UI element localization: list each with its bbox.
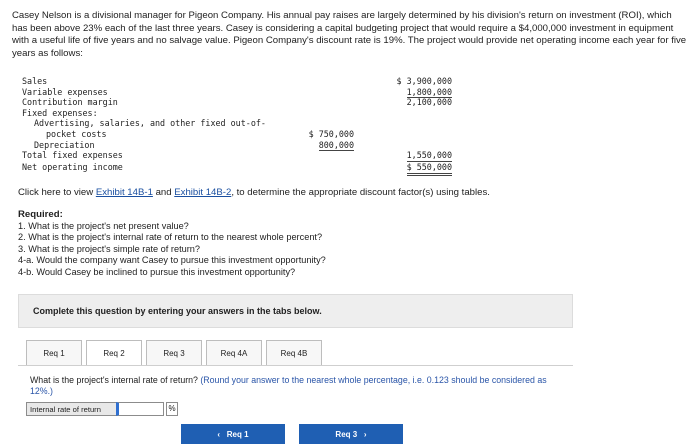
exhibit-14b-1-link[interactable]: Exhibit 14B-1 <box>95 187 153 198</box>
required-item-1: 1. What is the project's net present value? <box>18 221 189 231</box>
percent-unit: % <box>166 402 178 416</box>
irr-input[interactable] <box>116 402 164 416</box>
required-item-4a: 4-a. Would the company want Casey to pursue this investment opportunity? <box>18 255 326 266</box>
contribution-margin-label: Contribution margin <box>22 97 118 108</box>
advertising-label-line1: Advertising, salaries, and other fixed out-of- <box>34 118 266 129</box>
depreciation-label: Depreciation <box>34 139 95 150</box>
variable-expenses-label: Variable expenses <box>22 86 108 97</box>
income-statement <box>22 76 462 176</box>
links-middle: and <box>152 187 175 198</box>
exhibit-links-text <box>18 187 490 198</box>
advertising-label-line2: pocket costs <box>46 129 107 139</box>
question-text <box>30 375 550 397</box>
next-req-button[interactable] <box>299 424 403 444</box>
tab-req-4a[interactable]: Req 4A <box>206 340 262 365</box>
tab-req-2[interactable]: Req 2 <box>86 340 142 365</box>
problem-intro: Casey Nelson is a divisional manager for Pigeon Company. His annual pay raises are largely determined by his division's return on investment (ROI), which has been above 23% each of the last three years. Casey is considering a capital budgeting project that would require a $4,000,000 investment in equipment with a useful life of five years and no salvage value. Pigeon Company's discount rate is 19%. The project would provide net operating income each year for five years as follows: <box>12 10 687 59</box>
total-fixed-expenses-value: 1,550,000 <box>406 150 452 161</box>
next-req-label: Req 3 <box>335 430 358 439</box>
links-suffix: , to determine the appropriate discount factor(s) using tables. <box>231 187 490 198</box>
variable-expenses-value: 1,800,000 <box>406 86 452 97</box>
chevron-left-icon: ‹ <box>217 430 221 439</box>
required-item-4b: 4-b. Would Casey be inclined to pursue this investment opportunity? <box>18 266 296 277</box>
prev-req-label: Req 1 <box>226 430 249 439</box>
prev-req-button[interactable] <box>181 424 285 444</box>
sales-value: $ 3,900,000 <box>396 76 452 86</box>
depreciation-value: 800,000 <box>318 139 354 150</box>
net-operating-income-value: $ 550,000 <box>407 162 452 176</box>
required-list <box>18 221 326 278</box>
fixed-expenses-label: Fixed expenses: <box>22 107 98 118</box>
required-item-3: 3. What is the project's simple rate of return? <box>18 243 201 254</box>
tab-req-1[interactable]: Req 1 <box>26 340 82 365</box>
chevron-right-icon: › <box>363 430 367 439</box>
question-hint: (Round your answer to the nearest whole percentage, i.e. 0.123 should be considered as 12%.) <box>30 375 547 396</box>
instruction-text: Complete this question by entering your answers in the tabs below. <box>33 306 322 316</box>
required-heading: Required: <box>18 209 63 220</box>
instruction-panel <box>18 294 573 328</box>
net-operating-income-label: Net operating income <box>22 162 123 172</box>
required-item-2: 2. What is the project's internal rate of return to the nearest whole percent? <box>18 232 323 243</box>
tab-divider <box>18 365 573 366</box>
tab-req-4b[interactable]: Req 4B <box>266 340 322 365</box>
links-prefix: Click here to view <box>18 187 96 198</box>
total-fixed-expenses-label: Total fixed expenses <box>22 150 123 161</box>
question-main: What is the project's internal rate of return? <box>30 375 201 385</box>
irr-label: Internal rate of return <box>26 402 116 416</box>
contribution-margin-value: 2,100,000 <box>406 97 452 108</box>
tab-req-3[interactable]: Req 3 <box>146 340 202 365</box>
sales-label: Sales <box>22 76 48 86</box>
advertising-value: $ 750,000 <box>308 129 354 139</box>
exhibit-14b-2-link[interactable]: Exhibit 14B-2 <box>174 187 232 198</box>
